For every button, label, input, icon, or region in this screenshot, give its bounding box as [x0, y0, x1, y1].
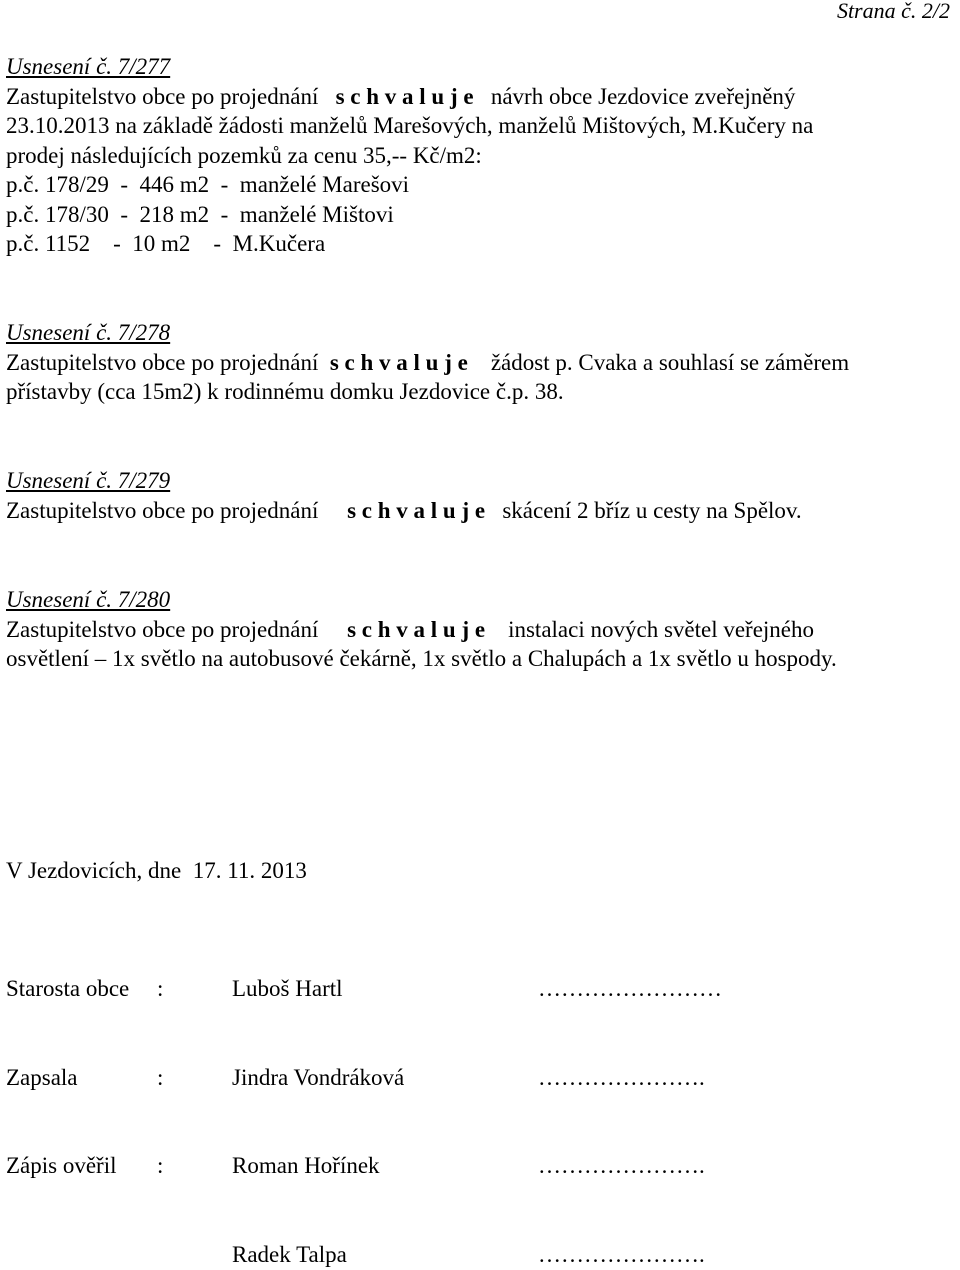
signature-colon: : — [157, 1065, 164, 1090]
resolution-line: prodej následujících pozemků za cenu 35,-- Kč/m2: — [6, 142, 482, 168]
page-number: Strana č. 2/2 — [836, 0, 950, 23]
resolution-title: Usnesení č. 7/280 — [6, 587, 171, 612]
resolution-7-277 — [6, 52, 958, 259]
signature-row-recorder — [6, 1063, 956, 1093]
resolution-title: Usnesení č. 7/279 — [6, 468, 171, 493]
resolution-line: Zastupitelstvo obce po projednání s c h v a l u j e návrh obce Jezdovice zveřejněný — [6, 83, 796, 109]
approves-keyword: s c h v a l u j e — [347, 616, 486, 642]
signature-name: Roman Hořínek — [232, 1153, 380, 1178]
resolution-line: osvětlení – 1x světlo na autobusové čekárně, 1x světlo a Chalupách a 1x světlo u hospody. — [6, 646, 837, 671]
signature-role: Zápis ověřil — [6, 1153, 117, 1178]
resolution-line: Zastupitelstvo obce po projednání s c h v a l u j e žádost p. Cvaka a souhlasí se záměrem — [6, 349, 850, 375]
signature-dots: …………………… — [538, 976, 722, 1001]
signature-name: Jindra Vondráková — [232, 1065, 405, 1090]
signature-name: Luboš Hartl — [232, 976, 343, 1001]
signature-colon: : — [157, 1153, 164, 1178]
resolution-7-279 — [6, 466, 958, 525]
resolution-line: Zastupitelstvo obce po projednání s c h v a l u j e skácení 2 bříz u cesty na Spělov. — [6, 497, 802, 523]
signature-role: Zapsala — [6, 1065, 78, 1090]
signature-row-verifier-2 — [6, 1240, 956, 1270]
signature-name: Radek Talpa — [232, 1242, 347, 1267]
resolution-line: Zastupitelstvo obce po projednání s c h v a l u j e instalaci nových světel veřejného — [6, 616, 815, 642]
signature-colon: : — [157, 976, 164, 1001]
resolution-7-278 — [6, 318, 958, 407]
approves-keyword: s c h v a l u j e — [329, 349, 468, 375]
signature-dots: …………………. — [538, 1065, 705, 1090]
parcel-line: p.č. 1152 - 10 m2 - M.Kučera — [6, 231, 326, 256]
signature-row-verifier-1 — [6, 1151, 956, 1181]
resolution-line: přístavby (cca 15m2) k rodinnému domku Jezdovice č.p. 38. — [6, 379, 564, 404]
resolution-title: Usnesení č. 7/277 — [6, 54, 171, 79]
signature-role: Starosta obce — [6, 976, 130, 1001]
date-line: V Jezdovicích, dne 17. 11. 2013 — [6, 858, 307, 883]
approves-keyword: s c h v a l u j e — [347, 497, 486, 523]
signature-dots: …………………. — [538, 1153, 705, 1178]
signature-row-mayor — [6, 974, 956, 1004]
resolution-line: 23.10.2013 na základě žádosti manželů Marešových, manželů Mištových, M.Kučery na — [6, 113, 814, 138]
resolution-7-280 — [6, 585, 958, 674]
approves-keyword: s c h v a l u j e — [335, 83, 474, 109]
signature-dots: …………………. — [538, 1242, 705, 1267]
resolution-title: Usnesení č. 7/278 — [6, 320, 171, 345]
parcel-line: p.č. 178/30 - 218 m2 - manželé Mištovi — [6, 201, 394, 227]
parcel-line: p.č. 178/29 - 446 m2 - manželé Marešovi — [6, 172, 410, 197]
